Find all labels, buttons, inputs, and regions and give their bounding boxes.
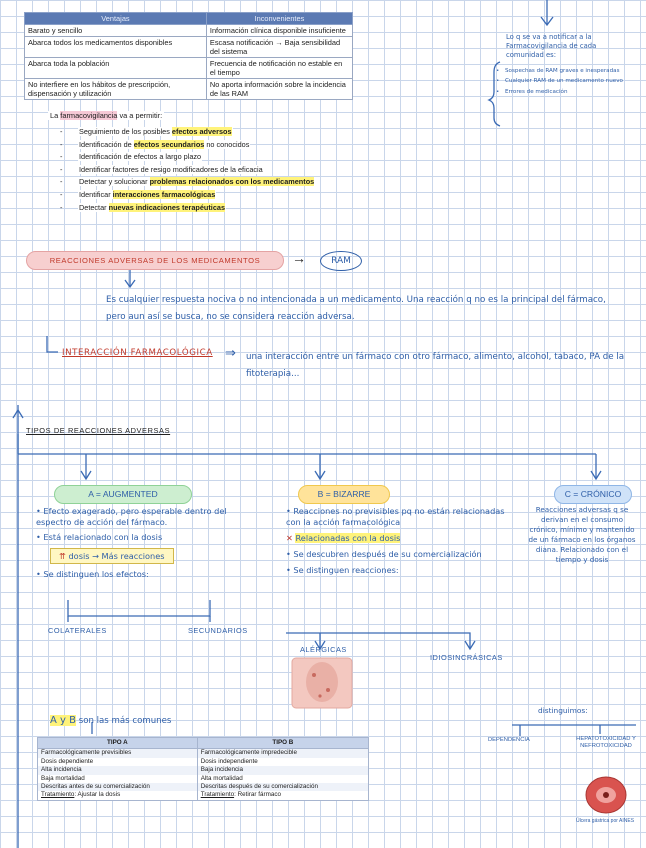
table-cell: [38, 791, 198, 800]
item-text: Identificar: [79, 189, 113, 199]
type-a-point: • Está relacionado con la dosis: [36, 532, 163, 542]
colaterales-label: COLATERALES: [48, 626, 107, 635]
table-row: [38, 758, 369, 766]
double-arrow-icon: ⇒: [225, 345, 236, 360]
list-item: • Errores de medicación: [496, 89, 636, 96]
table-row: [25, 58, 353, 79]
ram-abbrev: RAM: [320, 251, 362, 271]
table-row: [25, 79, 353, 100]
type-c-heading: C = CRÓNICO: [554, 485, 632, 504]
table-row: [38, 783, 369, 791]
alergicas-label: ALÉRGICAS: [300, 645, 347, 654]
table-cell: Dosis independiente: [197, 758, 368, 766]
dose-box: [50, 548, 174, 565]
item-text: Identificación de efectos a largo plazo: [79, 152, 202, 162]
tipo-a-b-table: [37, 737, 369, 801]
cross-icon: ✕: [286, 533, 293, 543]
item-text: Seguimiento de los posibles: [79, 127, 172, 136]
list-item: [60, 176, 315, 189]
table-header: TIPO B: [197, 738, 368, 749]
arrow-right-icon: →: [292, 250, 306, 266]
table-cell: Farmacológicamente impredecible: [197, 749, 368, 758]
table-cell: Dosis dependiente: [38, 758, 198, 766]
intro-prefix: La: [50, 111, 61, 120]
dependencia-label: DEPENDENCIA: [488, 737, 530, 743]
type-b-point: • Reacciones no previsibles pq no están relacionadas con la acción farmacológica: [286, 506, 505, 527]
type-b-heading: B = BIZARRE: [298, 485, 390, 504]
table-header: TIPO A: [38, 738, 198, 749]
table-cell: No interfiere en los hábitos de prescripción, dispensación y utilización: [25, 79, 207, 100]
up-arrows-icon: ⇈: [59, 550, 66, 561]
list-item: [60, 189, 315, 202]
table-cell: [197, 791, 368, 800]
table-cell: Barato y sencillo: [25, 25, 207, 37]
item-bold: interacciones farmacológicas: [112, 189, 216, 199]
type-a-point: • Efecto exagerado, pero esperable dentro del espectro de acción del fármaco.: [36, 506, 227, 527]
tratamiento-label: Tratamiento: [41, 791, 75, 799]
list-item: [60, 164, 315, 177]
table-cell: Farmacológicamente previsibles: [38, 749, 198, 758]
tratamiento-value: : Retirar fármaco: [234, 791, 281, 799]
table-cell: Abarca toda la población: [25, 58, 207, 79]
item-bold: problemas relacionados con los medicamentos: [149, 177, 315, 187]
ab-note-prefix: A y B: [50, 715, 76, 726]
item-text: Identificar factores de resigo modificadores de la eficacia: [79, 164, 263, 174]
table-cell: Baja incidencia: [197, 766, 368, 774]
item-text: no conocidos: [204, 139, 250, 149]
item-text: Detectar: [79, 202, 109, 212]
interaccion-definition: una interacción entre un fármaco con otro fármaco, alimento, alcohol, tabaco, PA de la fitoterapia...: [246, 352, 625, 379]
table-cell: Baja mortalidad: [38, 775, 198, 783]
table-cell: No aporta información sobre la incidencia de las RAM: [206, 79, 352, 100]
idiosincrasicas-label: IDIOSINCRÁSICAS: [430, 653, 503, 662]
item-bold: efectos adversos: [171, 127, 232, 136]
table-row: [38, 766, 369, 774]
table-row: [38, 749, 369, 758]
ram-definition: Es cualquier respuesta nociva o no intencionada a un medicamento. Una reacción q no es la principal del fármaco, pero aun así se busca, no se considera reacción adversa.: [106, 295, 606, 322]
interaccion-title: INTERACCIÓN FARMACOLÓGICA: [62, 348, 213, 358]
tratamiento-label: Tratamiento: [200, 791, 235, 799]
list-item: • Sospechas de RAM graves e inesperadas: [496, 68, 636, 75]
table-header: Inconvenientes: [206, 13, 352, 25]
ram-title: REACCIONES ADVERSAS DE LOS MEDICAMENTOS: [26, 251, 284, 270]
tratamiento-value: : Ajustar la dosis: [74, 791, 121, 799]
hepatotoxicidad-label: HEPATOTOXICIDAD Y NEFROTOXICIDAD: [576, 736, 636, 749]
list-item: [60, 139, 315, 152]
list-item: [60, 202, 315, 215]
ventajas-inconvenientes-table: [24, 12, 353, 100]
item-bold: efectos secundarios: [133, 139, 205, 149]
table-cell: Abarca todos los medicamentos disponibles: [25, 37, 207, 58]
table-cell: Escasa notificación → Baja sensibilidad del sistema: [206, 37, 352, 58]
ab-note-text: son las más comunes: [75, 716, 172, 726]
table-row: [38, 791, 369, 800]
table-cell: Frecuencia de notificación no estable en el tiempo: [206, 58, 352, 79]
table-cell: Descritas antes de su comercialización: [38, 783, 198, 791]
list-item: [60, 126, 315, 139]
intro-suffix: va a permitir:: [117, 111, 163, 120]
item-bold: nuevas indicaciones terapéuticas: [108, 202, 226, 212]
notificar-list: [496, 68, 636, 99]
distinguimos-label: distinguimos:: [538, 706, 588, 715]
ab-note: [50, 715, 171, 726]
type-a-point: • Se distinguen los efectos:: [36, 569, 149, 579]
notificar-note: Lo q se va a notificar a la Farmacovigilancia de cada comunidad es:: [506, 33, 597, 59]
type-b-point: • Se distinguen reacciones:: [286, 565, 399, 575]
table-row: [38, 775, 369, 783]
table-row: [25, 37, 353, 58]
intro-highlight: farmacovigilancia: [60, 111, 118, 120]
list-item: [60, 151, 315, 164]
table-cell: Alta incidencia: [38, 766, 198, 774]
table-cell: Información clínica disponible insuficiente: [206, 25, 352, 37]
table-header: Ventajas: [25, 13, 207, 25]
type-b-point: • Se descubren después de su comercialización: [286, 549, 482, 559]
secundarios-label: SECUNDARIOS: [188, 626, 248, 635]
tipos-title: TIPOS DE REACCIONES ADVERSAS: [26, 426, 171, 435]
ulcera-caption: Úlcera gástrica por AINES: [575, 818, 635, 824]
table-cell: Alta mortalidad: [197, 775, 368, 783]
type-c-notes: Reacciones adversas q se derivan en el consumo crónico, mínimo y mantenido de un fármaco en los órganos diana. Relacionado con el tiempo y dosis: [528, 505, 636, 564]
table-cell: Descritas después de su comercialización: [197, 783, 368, 791]
type-a-notes: [36, 506, 251, 585]
type-a-heading: A = AUGMENTED: [54, 485, 192, 504]
farmacovigilancia-list: [60, 126, 315, 214]
item-text: Identificación de: [79, 139, 134, 149]
type-b-notes: [286, 506, 511, 581]
type-b-point: Relacionadas con la dosis: [295, 533, 401, 543]
dose-box-text: dosis → Más reacciones: [68, 550, 165, 561]
table-row: [25, 25, 353, 37]
farmacovigilancia-intro: [48, 111, 164, 120]
list-item: • Cualquier RAM de un medicamento nuevo: [496, 78, 636, 85]
item-text: Detectar y solucionar: [79, 177, 150, 187]
